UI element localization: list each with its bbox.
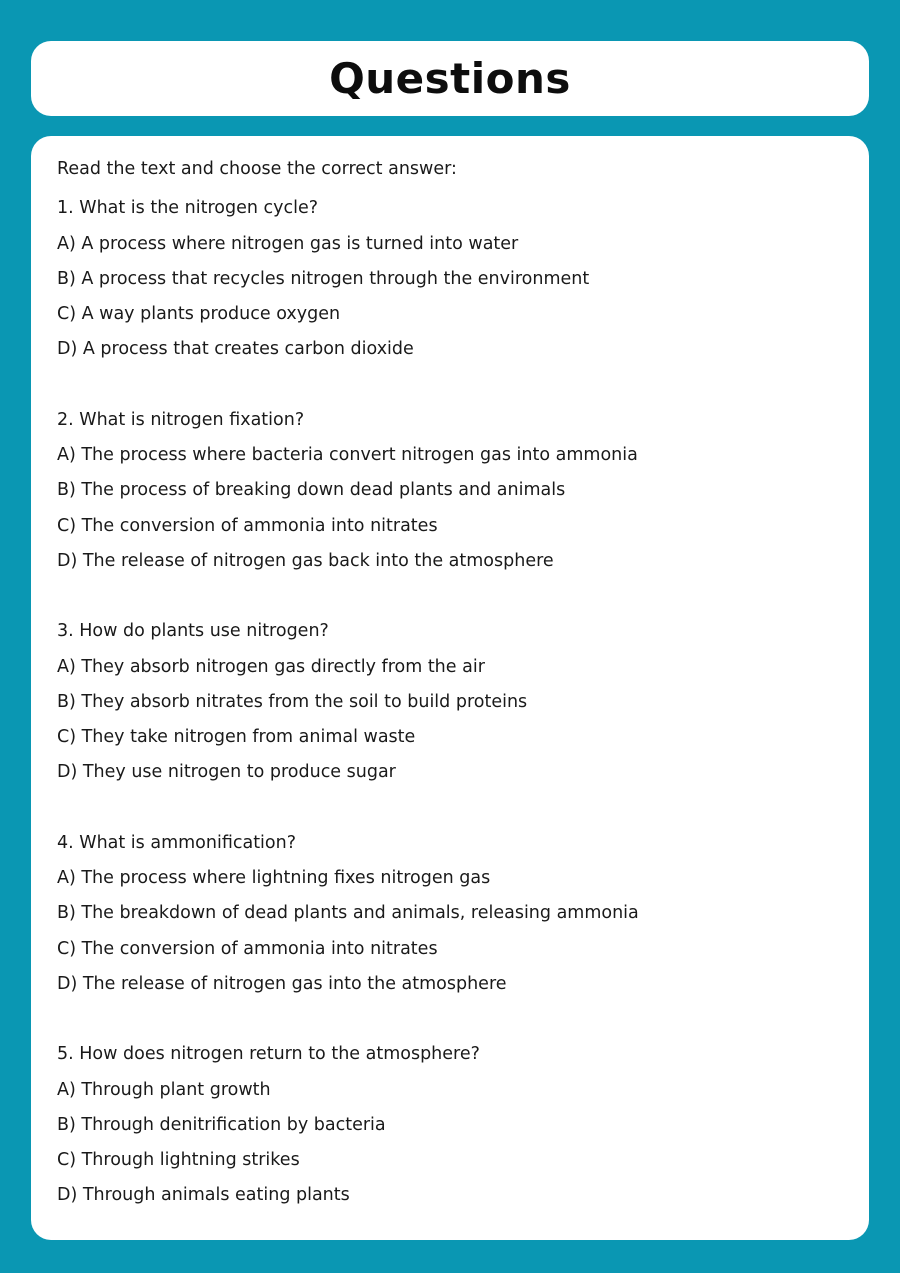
question-text: 4. What is ammonification? [57,832,297,853]
answer-option-d: D) They use nitrogen to produce sugar [57,762,396,783]
question-5 [57,1037,843,1213]
answer-option-b: B) A process that recycles nitrogen through the environment [57,268,590,289]
questions-card [31,136,869,1240]
answer-option-b: B) The process of breaking down dead plants and animals [57,480,566,501]
answer-option-a: A) The process where bacteria convert nitrogen gas into ammonia [57,445,638,466]
question-1 [57,191,843,367]
answer-option-d: D) The release of nitrogen gas into the atmosphere [57,973,507,994]
answer-option-c: C) The conversion of ammonia into nitrates [57,938,438,959]
answer-option-c: C) A way plants produce oxygen [57,304,341,325]
answer-option-a: A) Through plant growth [57,1079,271,1100]
answer-option-a: A) A process where nitrogen gas is turned into water [57,233,519,254]
answer-option-c: C) Through lightning strikes [57,1150,300,1171]
answer-option-d: D) A process that creates carbon dioxide [57,339,414,360]
answer-option-d: D) The release of nitrogen gas back into the atmosphere [57,550,554,571]
answer-option-d: D) Through animals eating plants [57,1185,350,1206]
answer-option-a: A) The process where lightning fixes nitrogen gas [57,868,491,889]
answer-option-b: B) They absorb nitrates from the soil to build proteins [57,691,528,712]
answer-option-b: B) Through denitrification by bacteria [57,1114,386,1135]
title-card [31,41,869,116]
answer-option-c: C) They take nitrogen from animal waste [57,727,416,748]
question-3 [57,614,843,790]
answer-option-c: C) The conversion of ammonia into nitrates [57,515,438,536]
question-4 [57,826,843,1002]
instruction-text: Read the text and choose the correct answer: [57,159,457,179]
question-2 [57,403,843,579]
answer-option-a: A) They absorb nitrogen gas directly from the air [57,656,485,677]
page-title: Questions [329,54,571,103]
question-text: 5. How does nitrogen return to the atmosphere? [57,1044,480,1065]
question-text: 3. How do plants use nitrogen? [57,621,329,642]
question-text: 2. What is nitrogen fixation? [57,409,305,430]
question-text: 1. What is the nitrogen cycle? [57,198,319,219]
answer-option-b: B) The breakdown of dead plants and animals, releasing ammonia [57,903,639,924]
